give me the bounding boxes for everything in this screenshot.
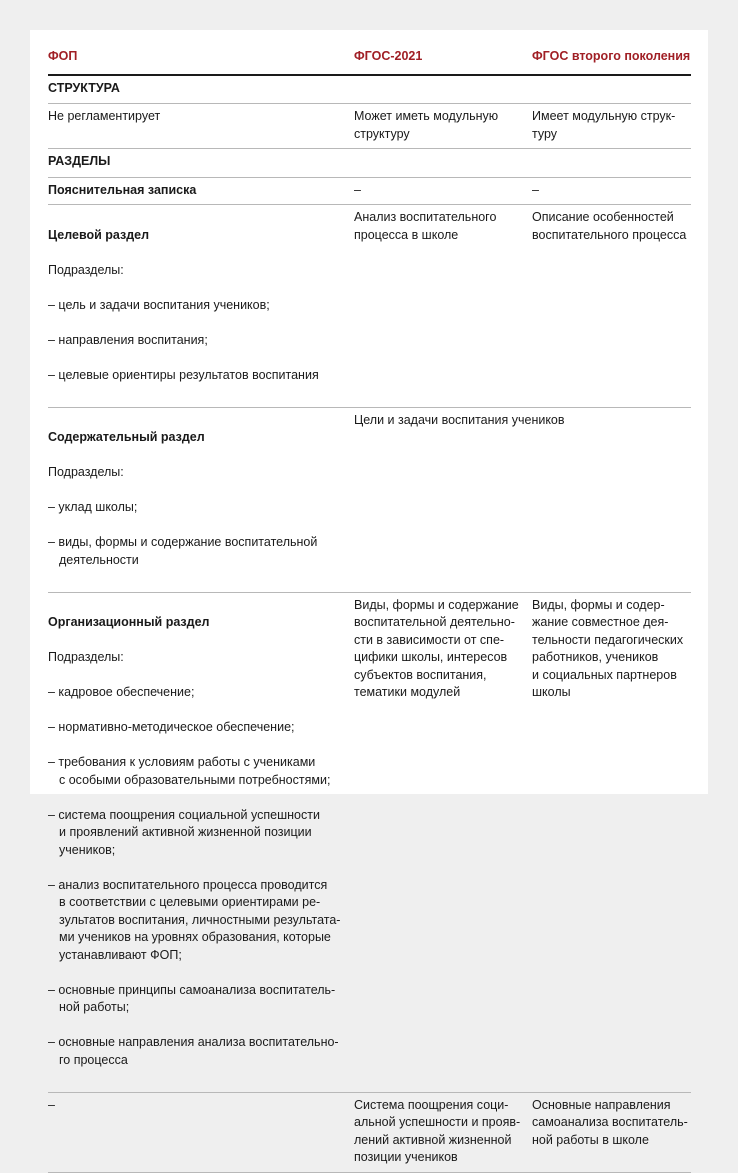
list-item: – система поощрения социальной успешности и проявлений активной жизненной позиции учеников; bbox=[48, 807, 320, 857]
subsections-label: Подразделы: bbox=[48, 262, 124, 277]
list-item: – кадровое обеспечение; bbox=[48, 685, 195, 699]
list-item: – виды, формы и содержание воспитательной деятельности bbox=[48, 535, 318, 567]
table-header bbox=[48, 42, 691, 76]
cell-fgos-2021: Может иметь модульную структуру bbox=[354, 109, 499, 141]
cell-fgos-2021: – bbox=[354, 182, 361, 197]
cell-fgos-second-gen: Описание особенностей воспитательного процесса bbox=[532, 210, 687, 242]
section-title: СТРУКТУРА bbox=[48, 80, 120, 95]
table-row bbox=[48, 593, 691, 1093]
subsections-label: Подразделы: bbox=[48, 465, 124, 479]
cell-fgos-2021: Виды, формы и содержание воспитательной деятельно- сти в зависимости от спе- цифики школы, интересов субъектов воспитания, тематики модулей bbox=[354, 597, 519, 699]
cell-fgos-2021: Система поощрения соци- альной успешности и прояв- лений активной жизненной позиции учеников bbox=[354, 1097, 521, 1164]
section-structure bbox=[48, 76, 691, 105]
cell-fop: – bbox=[48, 1097, 55, 1112]
cell-fgos-second-gen: Виды, формы и содер- жание совместное дея- тельности педагогических работников, учеников и социальных партнеров школы bbox=[532, 597, 684, 699]
list-item: – анализ воспитательного процесса проводится в соответствии с целевыми ориентирами ре- зультатов воспитания, личностными результата- ми учеников на уровнях образования, которые устанавливают ФОП; bbox=[48, 877, 341, 962]
table-row bbox=[48, 408, 691, 593]
header-fgos-2021: ФГОС-2021 bbox=[354, 49, 423, 63]
subsections-label: Подразделы: bbox=[48, 650, 124, 664]
list-item: – направления воспитания; bbox=[48, 332, 208, 347]
cell-fgos-2021: Анализ воспитательного процесса в школе bbox=[354, 210, 497, 242]
cell-fgos-second-gen: Основные направления самоанализа воспитатель- ной работы в школе bbox=[532, 1097, 688, 1147]
cell-fop bbox=[48, 205, 354, 407]
section-heading: Целевой раздел bbox=[48, 227, 150, 242]
list-item: – нормативно-методическое обеспечение; bbox=[48, 720, 295, 734]
header-fop: ФОП bbox=[48, 49, 78, 63]
cell-fgos-merged: Цели и задачи воспитания учеников bbox=[354, 412, 565, 427]
list-item: – уклад школы; bbox=[48, 500, 138, 514]
header-fgos-second-gen: ФГОС второго поколения bbox=[532, 49, 691, 63]
list-item: – требования к условиям работы с учениками с особыми образовательными потребностями; bbox=[48, 755, 331, 787]
list-item: – целевые ориентиры результатов воспитания bbox=[48, 367, 319, 382]
cell-fop bbox=[48, 593, 354, 1092]
cell-fgos-second-gen: Имеет модульную струк- туру bbox=[532, 109, 676, 141]
list-item: – цель и задачи воспитания учеников; bbox=[48, 297, 270, 312]
cell-fgos-second-gen: – bbox=[532, 182, 539, 197]
table-row bbox=[48, 205, 691, 408]
cell-fop bbox=[48, 408, 354, 592]
list-item: – основные направления анализа воспитательно- го процесса bbox=[48, 1035, 339, 1067]
section-title: РАЗДЕЛЫ bbox=[48, 154, 111, 168]
section-parts bbox=[48, 149, 691, 178]
comparison-table bbox=[48, 42, 691, 1173]
list-item: – основные принципы самоанализа воспитатель- ной работы; bbox=[48, 982, 336, 1014]
document-card bbox=[30, 30, 708, 1164]
section-heading: Содержательный раздел bbox=[48, 430, 205, 444]
table-row bbox=[48, 104, 691, 149]
cell-fop: Не регламентирует bbox=[48, 109, 161, 123]
section-heading: Организационный раздел bbox=[48, 615, 210, 629]
table-row bbox=[48, 1093, 691, 1173]
table-row bbox=[48, 178, 691, 206]
cell-fop: Пояснительная записка bbox=[48, 182, 197, 197]
